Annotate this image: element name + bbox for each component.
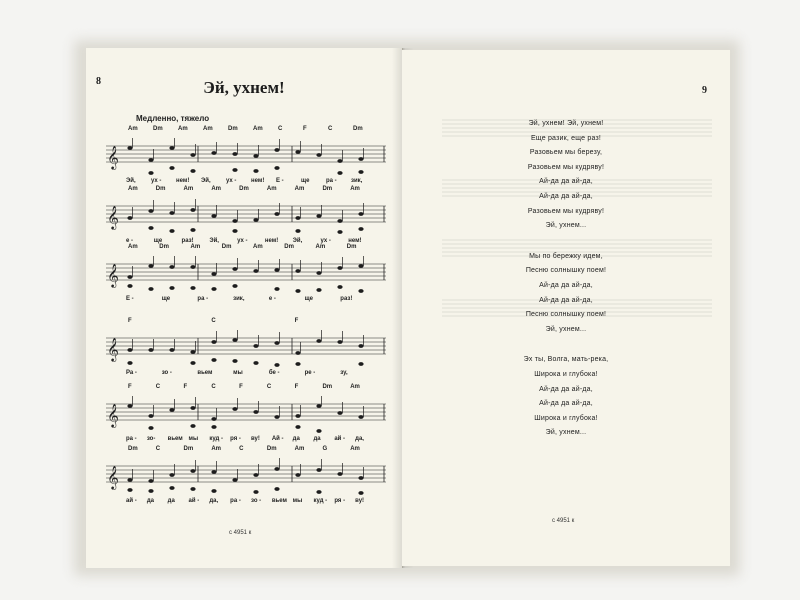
note-head: [358, 491, 363, 495]
note-head: [253, 154, 258, 158]
note-head: [148, 479, 153, 483]
note-head: [169, 166, 174, 170]
note-head: [148, 414, 153, 418]
note-head: [316, 288, 321, 292]
verse-line: Разовьем мы березу,: [529, 149, 603, 157]
verse-line: Эй, ухнем! Эй, ухнем!: [528, 120, 604, 127]
lyric-syllable: ще: [153, 238, 163, 244]
note-head: [211, 425, 216, 429]
staff: [106, 396, 386, 436]
note-head: [127, 361, 132, 365]
note-head: [211, 358, 216, 362]
chord-symbol: C: [328, 126, 333, 132]
note-head: [274, 341, 279, 345]
chord-symbol: Am: [253, 244, 263, 250]
note-head: [190, 406, 195, 410]
note-head: [316, 468, 321, 472]
note-head: [127, 404, 132, 408]
verse-line: Эй, ухнем...: [545, 429, 587, 437]
chord-symbol: Dm: [284, 244, 294, 250]
chord-symbols: [106, 126, 386, 136]
note-head: [232, 478, 237, 482]
lyric-syllable: зо-: [146, 436, 156, 442]
note-head: [148, 264, 153, 268]
treble-clef-icon: 𝄞: [107, 145, 119, 169]
note-head: [253, 344, 258, 348]
staff: [106, 138, 386, 178]
note-head: [358, 415, 363, 419]
chord-symbols: [106, 318, 386, 328]
note-head: [295, 473, 300, 477]
note-head: [316, 339, 321, 343]
note-head: [127, 488, 132, 492]
note-head: [274, 166, 279, 170]
chord-symbol: C: [278, 126, 283, 132]
note-head: [232, 338, 237, 342]
chord-symbol: F: [294, 318, 299, 324]
note-head: [232, 359, 237, 363]
lyric-syllable: раз!: [181, 238, 194, 244]
lyric-syllable: зу,: [340, 370, 348, 376]
verse-line: Эх ты, Волга, мать-река,: [523, 356, 609, 364]
chord-symbol: Am: [315, 244, 326, 250]
chord-symbol: Am: [294, 446, 305, 452]
music-system: [106, 446, 386, 518]
right-page: [402, 50, 730, 566]
note-head: [316, 214, 321, 218]
note-head: [253, 473, 258, 477]
note-head: [295, 216, 300, 220]
note-head: [358, 289, 363, 293]
lyric-syllable: нем!: [251, 178, 265, 184]
note-head: [337, 411, 342, 415]
note-head: [211, 214, 216, 218]
lyric-syllable: да,: [355, 436, 364, 442]
note-head: [232, 229, 237, 233]
chord-symbol: Am: [350, 384, 360, 390]
note-head: [358, 157, 363, 161]
note-head: [274, 415, 279, 419]
note-head: [190, 286, 195, 290]
chord-symbol: F: [294, 384, 299, 390]
chord-symbol: C: [211, 318, 216, 324]
lyric-syllable: вьем: [271, 498, 287, 504]
chord-symbol: Am: [350, 446, 360, 452]
note-head: [358, 227, 363, 231]
lyric-syllable: нем!: [264, 238, 279, 244]
lyric-syllable: Эй,: [201, 178, 211, 184]
lyric-syllable: Эй,: [209, 238, 219, 244]
lyric-syllable: ра -: [197, 296, 209, 302]
note-head: [337, 171, 342, 175]
lyric-syllable: да: [313, 436, 321, 442]
note-head: [211, 151, 216, 155]
note-head: [253, 361, 258, 365]
lyric-syllable: ух -: [237, 238, 248, 244]
note-head: [274, 148, 279, 152]
note-head: [211, 470, 216, 474]
lyric-syllable: мы: [292, 498, 303, 504]
lyric-syllable: ра -: [230, 498, 241, 504]
verse-line: Разовьем мы кудряву!: [527, 207, 605, 215]
note-head: [148, 348, 153, 352]
lyric-syllable: зик,: [351, 178, 363, 184]
chord-symbol: C: [211, 384, 216, 390]
note-head: [358, 362, 363, 366]
chord-symbol: G: [322, 446, 328, 452]
chord-symbol: Dm: [155, 186, 166, 192]
lyric-syllable: ух -: [226, 178, 237, 184]
lyric-syllable: Эй,: [292, 238, 303, 244]
staff: [106, 458, 386, 498]
note-head: [274, 212, 279, 216]
note-head: [232, 267, 237, 271]
chord-symbol: Am: [294, 186, 305, 192]
chord-symbol: F: [303, 126, 307, 132]
note-head: [211, 287, 216, 291]
note-head: [211, 489, 216, 493]
treble-clef-icon: 𝄞: [107, 205, 119, 229]
chord-symbol: Am: [266, 186, 277, 192]
chord-symbol: Dm: [183, 446, 194, 452]
note-head: [127, 146, 132, 150]
lyric-syllable: ух -: [320, 238, 331, 244]
note-head: [295, 362, 300, 366]
note-head: [337, 266, 342, 270]
note-head: [232, 168, 237, 172]
note-head: [169, 265, 174, 269]
lyric-syllable: Е -: [276, 178, 284, 184]
lyric-syllable: Эй,: [126, 178, 136, 184]
verse-line: Эй, ухнем...: [545, 222, 587, 230]
note-head: [148, 287, 153, 291]
treble-clef-icon: 𝄞: [107, 465, 119, 489]
lyric-syllable: е -: [126, 238, 134, 244]
chord-symbol: Dm: [266, 446, 277, 452]
note-head: [148, 489, 153, 493]
note-head: [274, 487, 279, 491]
chord-symbol: Am: [350, 186, 360, 192]
lyric-syllable: куд -: [313, 498, 328, 504]
chord-symbol: Am: [203, 126, 213, 132]
lyric-syllable: нем!: [176, 178, 190, 184]
treble-clef-icon: 𝄞: [107, 337, 119, 361]
staff: [106, 198, 386, 238]
note-head: [169, 286, 174, 290]
note-head: [190, 265, 195, 269]
chord-symbol: Am: [211, 186, 221, 192]
chord-symbol: F: [128, 318, 132, 324]
chord-symbol: Dm: [346, 244, 357, 250]
note-head: [295, 351, 300, 355]
verse-line: Разовьем мы кудряву!: [527, 163, 605, 171]
note-head: [337, 285, 342, 289]
verse-line: Ай-да да ай-да,: [539, 296, 593, 304]
note-head: [190, 208, 195, 212]
note-head: [316, 153, 321, 157]
note-head: [232, 152, 237, 156]
chord-symbol: F: [128, 384, 132, 390]
chord-symbol: Am: [211, 446, 221, 452]
verse-line: Ай-да да ай-да,: [539, 385, 593, 393]
lyric-syllable: нем!: [348, 238, 362, 244]
lyric-syllable: ря -: [230, 436, 241, 442]
treble-clef-icon: 𝄞: [107, 403, 119, 427]
left-page: [86, 48, 403, 568]
note-head: [337, 159, 342, 163]
note-head: [337, 219, 342, 223]
lyric-syllable: да,: [209, 498, 219, 504]
note-head: [337, 340, 342, 344]
note-head: [190, 169, 195, 173]
note-head: [127, 284, 132, 288]
verse-line: Песню солнышку поем!: [525, 311, 607, 319]
chord-symbol: Am: [190, 244, 201, 250]
note-head: [148, 426, 153, 430]
chord-symbol: Dm: [128, 446, 138, 452]
lyric-syllable: зо -: [161, 370, 172, 376]
chord-symbol: F: [239, 384, 243, 390]
chord-symbols: [106, 186, 386, 196]
song-title: Эй, ухнем!: [203, 78, 285, 97]
chord-symbol: Am: [128, 186, 138, 192]
music-system: [106, 318, 386, 390]
note-head: [232, 407, 237, 411]
lyric-syllable: вьем: [167, 436, 183, 442]
note-head: [358, 344, 363, 348]
note-head: [295, 289, 300, 293]
note-head: [295, 269, 300, 273]
lyric-syllable: ай -: [126, 498, 137, 504]
lyric-syllable: Е -: [126, 296, 134, 302]
note-head: [169, 486, 174, 490]
lyric-syllable: вьем: [197, 370, 213, 376]
lyric-syllable: е -: [268, 296, 276, 302]
note-head: [127, 348, 132, 352]
lyric-syllable: ще: [304, 296, 313, 302]
lyric-line: [106, 498, 386, 508]
chord-symbol: F: [183, 384, 188, 390]
note-head: [169, 348, 174, 352]
note-head: [295, 229, 300, 233]
music-system: [106, 244, 386, 316]
note-head: [316, 271, 321, 275]
lyric-syllable: ай -: [334, 436, 346, 442]
note-head: [127, 275, 132, 279]
verse-line: Широка и глубока!: [534, 414, 598, 422]
note-head: [316, 429, 321, 433]
chord-symbol: Dm: [239, 186, 249, 192]
chord-symbol: Dm: [353, 126, 363, 132]
lyric-syllable: раз!: [340, 296, 353, 302]
note-head: [232, 284, 237, 288]
note-head: [190, 469, 195, 473]
note-head: [295, 425, 300, 429]
note-head: [148, 209, 153, 213]
page-number-left: 8: [96, 76, 101, 87]
chord-symbol: C: [155, 384, 161, 390]
chord-symbol: Am: [128, 244, 138, 250]
note-head: [316, 404, 321, 408]
lyric-syllable: да: [167, 498, 175, 504]
lyric-syllable: ву!: [251, 436, 260, 442]
note-head: [253, 410, 258, 414]
note-head: [148, 158, 153, 162]
note-head: [337, 230, 342, 234]
note-head: [211, 272, 216, 276]
lyric-syllable: мы: [188, 436, 199, 442]
note-head: [190, 350, 195, 354]
note-head: [274, 268, 279, 272]
staff: [106, 330, 386, 370]
note-head: [127, 478, 132, 482]
chord-symbols: [106, 244, 386, 254]
note-head: [169, 473, 174, 477]
note-head: [190, 228, 195, 232]
note-head: [190, 424, 195, 428]
note-head: [358, 212, 363, 216]
note-head: [295, 414, 300, 418]
chord-symbol: C: [266, 384, 272, 390]
lyric-syllable: ра -: [326, 178, 337, 184]
note-head: [169, 408, 174, 412]
lyric-syllable: ра -: [126, 436, 137, 442]
note-head: [337, 472, 342, 476]
lyric-syllable: ай -: [188, 498, 200, 504]
note-head: [232, 219, 237, 223]
chord-symbol: Am: [253, 126, 263, 132]
note-head: [253, 490, 258, 494]
lyric-syllable: ря -: [334, 498, 346, 504]
footer-left: с 4951 к: [229, 530, 252, 536]
chord-symbol: C: [239, 446, 244, 452]
chord-symbol: C: [155, 446, 161, 452]
note-head: [358, 264, 363, 268]
note-head: [169, 229, 174, 233]
note-head: [295, 150, 300, 154]
verse-line: Ай-да да ай-да,: [539, 178, 593, 186]
lyric-syllable: ще: [161, 296, 171, 302]
note-head: [274, 467, 279, 471]
note-head: [358, 476, 363, 480]
lyric-syllable: Ай -: [271, 436, 284, 442]
verse-line: Широка и глубока!: [534, 371, 598, 378]
verse-line: Ай-да да ай-да,: [539, 193, 593, 200]
staff: [106, 256, 386, 296]
tempo-marking: Медленно, тяжело: [136, 114, 210, 123]
note-head: [358, 170, 363, 174]
note-head: [148, 171, 153, 175]
note-head: [274, 287, 279, 291]
note-head: [127, 216, 132, 220]
chord-symbol: Dm: [322, 384, 333, 390]
lyric-syllable: бе -: [268, 370, 280, 376]
note-head: [211, 417, 216, 421]
note-head: [316, 490, 321, 494]
verse-line: Песню солнышку поем!: [525, 267, 607, 275]
chord-symbol: Dm: [228, 126, 238, 132]
lyric-syllable: куд -: [209, 436, 223, 442]
note-head: [253, 169, 258, 173]
lyric-syllable: мы: [233, 370, 243, 376]
chord-symbol: Am: [183, 186, 194, 192]
chord-symbol: Dm: [153, 126, 163, 132]
lyric-syllable: ву!: [355, 498, 365, 504]
chord-symbol: Dm: [159, 244, 169, 250]
note-head: [253, 269, 258, 273]
chord-symbols: [106, 384, 386, 394]
lyric-syllable: ре -: [304, 370, 316, 376]
note-head: [253, 218, 258, 222]
lyric-syllable: ще: [301, 178, 310, 184]
verse-line: Эй, ухнем...: [545, 325, 587, 333]
page-number-right: 9: [702, 85, 707, 96]
verse-line: Ай-да да ай-да,: [539, 400, 593, 408]
note-head: [190, 361, 195, 365]
lyric-syllable: да: [292, 436, 300, 442]
note-head: [169, 211, 174, 215]
lyric-syllable: ух -: [151, 178, 162, 184]
chord-symbols: [106, 446, 386, 456]
verse-line: Мы по бережку идем,: [529, 252, 603, 260]
verse-line: Еще разик, еще раз!: [530, 134, 602, 142]
note-head: [190, 487, 195, 491]
chord-symbol: Dm: [221, 244, 232, 250]
note-head: [169, 146, 174, 150]
note-head: [274, 363, 279, 367]
lyric-line: [106, 370, 386, 380]
lyric-syllable: зо -: [251, 498, 262, 504]
lyric-line: [106, 296, 386, 306]
verse-line: Ай-да да ай-да,: [539, 282, 593, 289]
lyric-syllable: да: [146, 498, 154, 504]
treble-clef-icon: 𝄞: [107, 263, 119, 287]
lyric-syllable: Ра -: [126, 370, 137, 376]
lyric-syllable: зик,: [233, 296, 245, 302]
footer-right: с 4951 к: [552, 518, 575, 524]
note-head: [190, 153, 195, 157]
note-head: [148, 226, 153, 230]
chord-symbol: Am: [178, 126, 188, 132]
lyric-line: [106, 436, 386, 446]
chord-symbol: Dm: [322, 186, 333, 192]
note-head: [211, 340, 216, 344]
chord-symbol: Am: [128, 126, 138, 132]
